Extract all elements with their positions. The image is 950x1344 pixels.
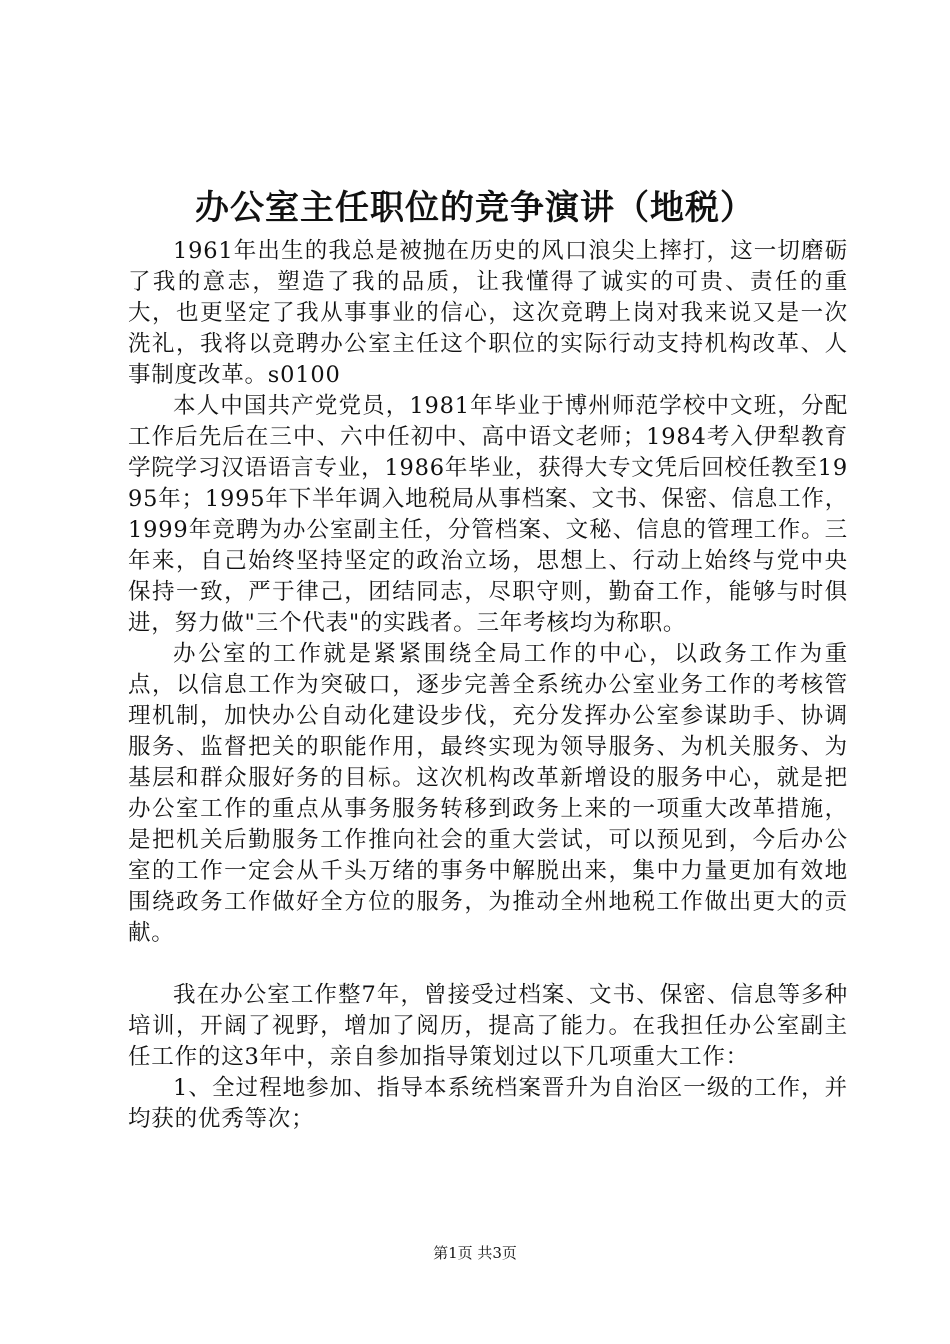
paragraph-background: 本人中国共产党党员，1981年毕业于博州师范学校中文班，分配工作后先后在三中、六中任初中、高中语文老师；1984考入伊犁教育学院学习汉语语言专业，1986年毕业，获得大专文凭后回校任教至1995年；1995年下半年调入地税局从事档案、文书、保密、信息工作，1999年竞聘为办公室副主任，分管档案、文秘、信息的管理工作。三年来，自己始终坚持坚定的政治立场，思想上、行动上始终与党中央保持一致，严于律己，团结同志，尽职守则，勤奋工作，能够与时俱进，努力做"三个代表"的实践者。三年考核均为称职。 (128, 393, 848, 636)
paragraph-intro: 1961年出生的我总是被抛在历史的风口浪尖上摔打，这一切磨砺了我的意志，塑造了我的品质，让我懂得了诚实的可贵、责任的重大，也更坚定了我从事事业的信心，这次竞聘上岗对我来说又是一次洗礼，我将以竞聘办公室主任这个职位的实际行动支持机构改革、人事制度改革。s0100 (128, 238, 848, 388)
paragraph-experience: 我在办公室工作整7年，曾接受过档案、文书、保密、信息等多种培训，开阔了视野，增加了阅历，提高了能力。在我担任办公室副主任工作的这3年中，亲自参加指导策划过以下几项重大工作： (128, 982, 848, 1070)
document-body (128, 236, 848, 1135)
document-title: 办公室主任职位的竞争演讲（地税） (195, 188, 755, 228)
paragraph-spacer (128, 949, 848, 980)
list-item-1: 1、全过程地参加、指导本系统档案晋升为自治区一级的工作，并均获的优秀等次； (128, 1075, 848, 1132)
paragraph-office-work: 办公室的工作就是紧紧围绕全局工作的中心，以政务工作为重点，以信息工作为突破口，逐步完善全系统办公室业务工作的考核管理机制，加快办公自动化建设步伐，充分发挥办公室参谋助手、协调服务、监督把关的职能作用，最终实现为领导服务、为机关服务、为基层和群众服好务的目标。这次机构改革新增设的服务中心，就是把办公室工作的重点从事务服务转移到政务上来的一项重大改革措施，是把机关后勤服务工作推向社会的重大尝试，可以预见到，今后办公室的工作一定会从千头万绪的事务中解脱出来，集中力量更加有效地围绕政务工作做好全方位的服务，为推动全州地税工作做出更大的贡献。 (128, 641, 848, 946)
page-footer: 第1页 共3页 (433, 1244, 517, 1262)
